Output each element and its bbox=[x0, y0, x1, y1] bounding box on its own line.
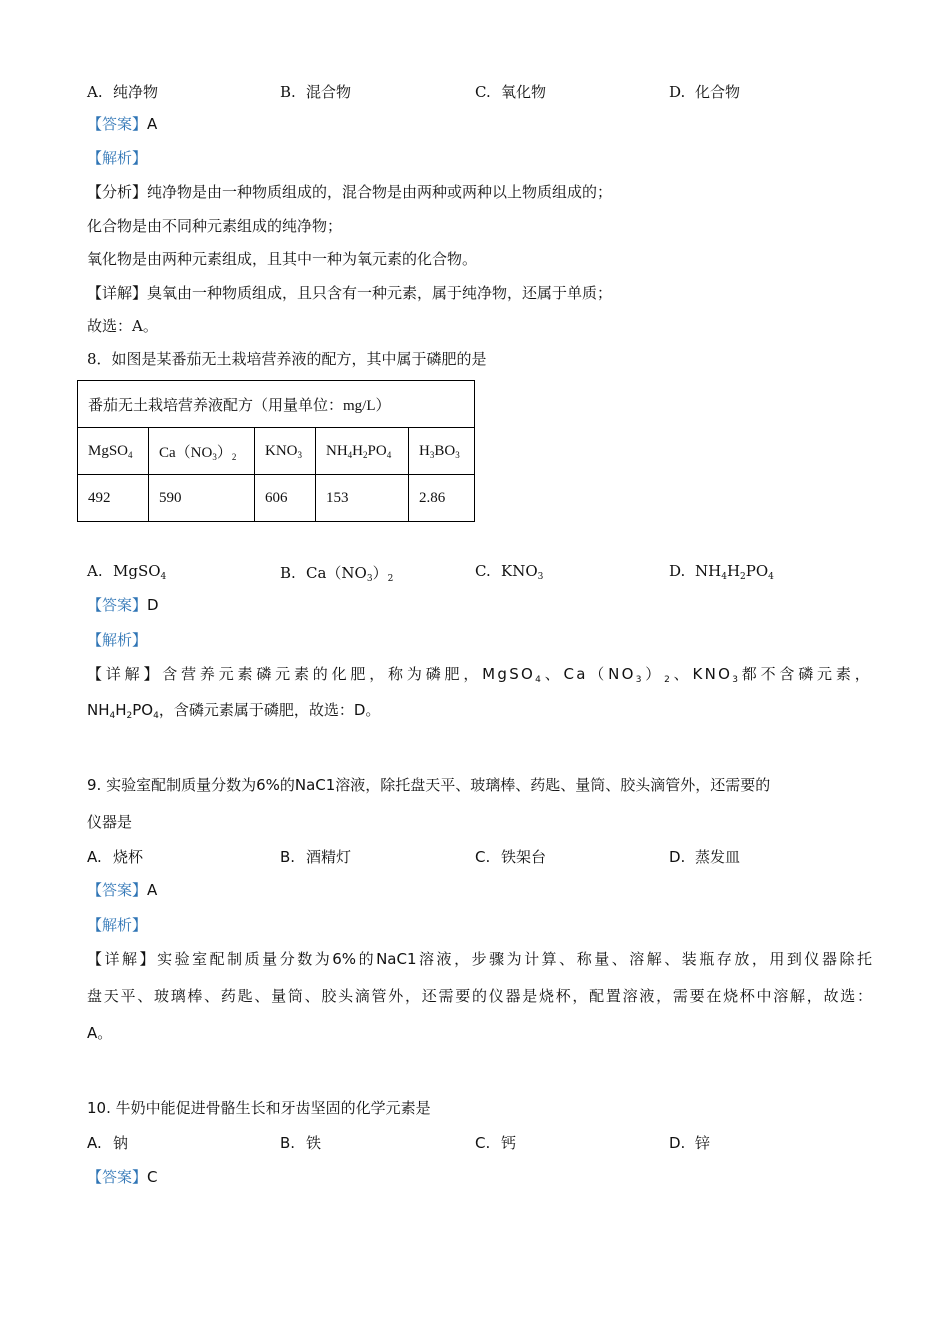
q10-option-b: B. 铁 bbox=[280, 1134, 322, 1152]
q8-answer: 【答案】D bbox=[87, 596, 159, 614]
q9-option-b: B. 酒精灯 bbox=[280, 848, 352, 866]
q8-option-a: A. MgSO$_4$ bbox=[87, 562, 167, 582]
q9-stem-line-1: 9. 实验室配制质量分数为6%的NaC1溶液，除托盘天平、玻璃棒、药匙、量筒、胶头滴管外，还需要的 bbox=[87, 776, 771, 794]
q9-stem-line-2: 仪器是 bbox=[87, 813, 133, 831]
q8-analysis-heading: 【解析】 bbox=[87, 631, 148, 649]
nutrient-recipe-table bbox=[77, 380, 475, 522]
table-cell: 2.86 bbox=[409, 475, 475, 522]
header-h3bo3: $H_3BO_3$ bbox=[409, 428, 475, 475]
q8-option-c: C. $KNO_3$ bbox=[475, 562, 544, 582]
q10-options bbox=[87, 1132, 867, 1152]
header-nh4h2po4: $NH_4H_2PO_4$ bbox=[316, 428, 409, 475]
q10-option-a: A. 钠 bbox=[87, 1134, 129, 1152]
q8-detail-line-1: 【详解】含营养元素磷元素的化肥，称为磷肥，MgSO$_4$、$Ca(NO_3)_2$、$KNO_3$都不含磷元素， bbox=[87, 665, 872, 685]
q8-option-d: D. $NH_4H_2PO_4$ bbox=[669, 562, 774, 582]
table-title: 番茄无土栽培营养液配方（用量单位：mg/L） bbox=[78, 381, 475, 428]
q9-option-d: D. 蒸发皿 bbox=[669, 848, 741, 866]
q9-detail-line-2: 盘天平、玻璃棒、药匙、量筒、胶头滴管外，还需要的仪器是烧杯，配置溶液，需要在烧杯中溶解，故选： bbox=[87, 987, 872, 1005]
q9-answer: 【答案】A bbox=[87, 881, 158, 899]
q9-options bbox=[87, 846, 867, 866]
table-cell: 590 bbox=[149, 475, 255, 522]
q7-fenxi-line-2: 化合物是由不同种元素组成的纯净物； bbox=[87, 217, 343, 235]
q7-answer: 【答案】A bbox=[87, 115, 158, 133]
q7-conclusion: 故选：A。 bbox=[87, 317, 158, 335]
q8-detail-line-2: $NH_4H_2PO_4$，含磷元素属于磷肥，故选：D。 bbox=[87, 701, 381, 721]
q7-analysis-heading: 【解析】 bbox=[87, 149, 148, 167]
q8-stem: 8．如图是某番茄无土栽培营养液的配方，其中属于磷肥的是 bbox=[87, 350, 487, 368]
q9-analysis-heading: 【解析】 bbox=[87, 916, 148, 934]
q10-stem: 10. 牛奶中能促进骨骼生长和牙齿坚固的化学元素是 bbox=[87, 1099, 431, 1117]
table-cell: 606 bbox=[255, 475, 316, 522]
q7-option-b: B. 混合物 bbox=[280, 83, 352, 101]
q9-option-a: A. 烧杯 bbox=[87, 848, 144, 866]
header-ca-no3-2: $Ca(NO_3)_2$ bbox=[149, 428, 255, 475]
q7-fenxi-line-1: 【分析】纯净物是由一种物质组成的，混合物是由两种或两种以上物质组成的； bbox=[87, 183, 613, 201]
table-cell: 492 bbox=[78, 475, 149, 522]
q9-option-c: C. 铁架台 bbox=[475, 848, 547, 866]
q7-option-c: C. 氧化物 bbox=[475, 83, 547, 101]
q10-option-c: C. 钙 bbox=[475, 1134, 517, 1152]
header-kno3: $KNO_3$ bbox=[255, 428, 316, 475]
q7-detail: 【详解】臭氧由一种物质组成，且只含有一种元素，属于纯净物，还属于单质； bbox=[87, 284, 613, 302]
q9-detail-line-3: A。 bbox=[87, 1024, 113, 1042]
header-mgso4: MgSO$_4$ bbox=[78, 428, 149, 475]
q7-option-d: D. 化合物 bbox=[669, 83, 741, 101]
table-header-row bbox=[78, 428, 475, 475]
q7-option-a: A. 纯净物 bbox=[87, 83, 159, 101]
table-value-row bbox=[78, 475, 475, 522]
q10-option-d: D. 锌 bbox=[669, 1134, 711, 1152]
q7-fenxi-line-3: 氧化物是由两种元素组成，且其中一种为氧元素的化合物。 bbox=[87, 250, 478, 268]
q9-detail-line-1: 【详解】实验室配制质量分数为6%的NaC1溶液，步骤为计算、称量、溶解、装瓶存放，用到仪器除托 bbox=[87, 950, 872, 968]
q7-options bbox=[87, 81, 867, 101]
q8-options bbox=[87, 562, 867, 582]
table-cell: 153 bbox=[316, 475, 409, 522]
q8-option-b: B. $Ca(NO_3)_2$ bbox=[280, 564, 394, 584]
q10-answer: 【答案】C bbox=[87, 1168, 158, 1186]
